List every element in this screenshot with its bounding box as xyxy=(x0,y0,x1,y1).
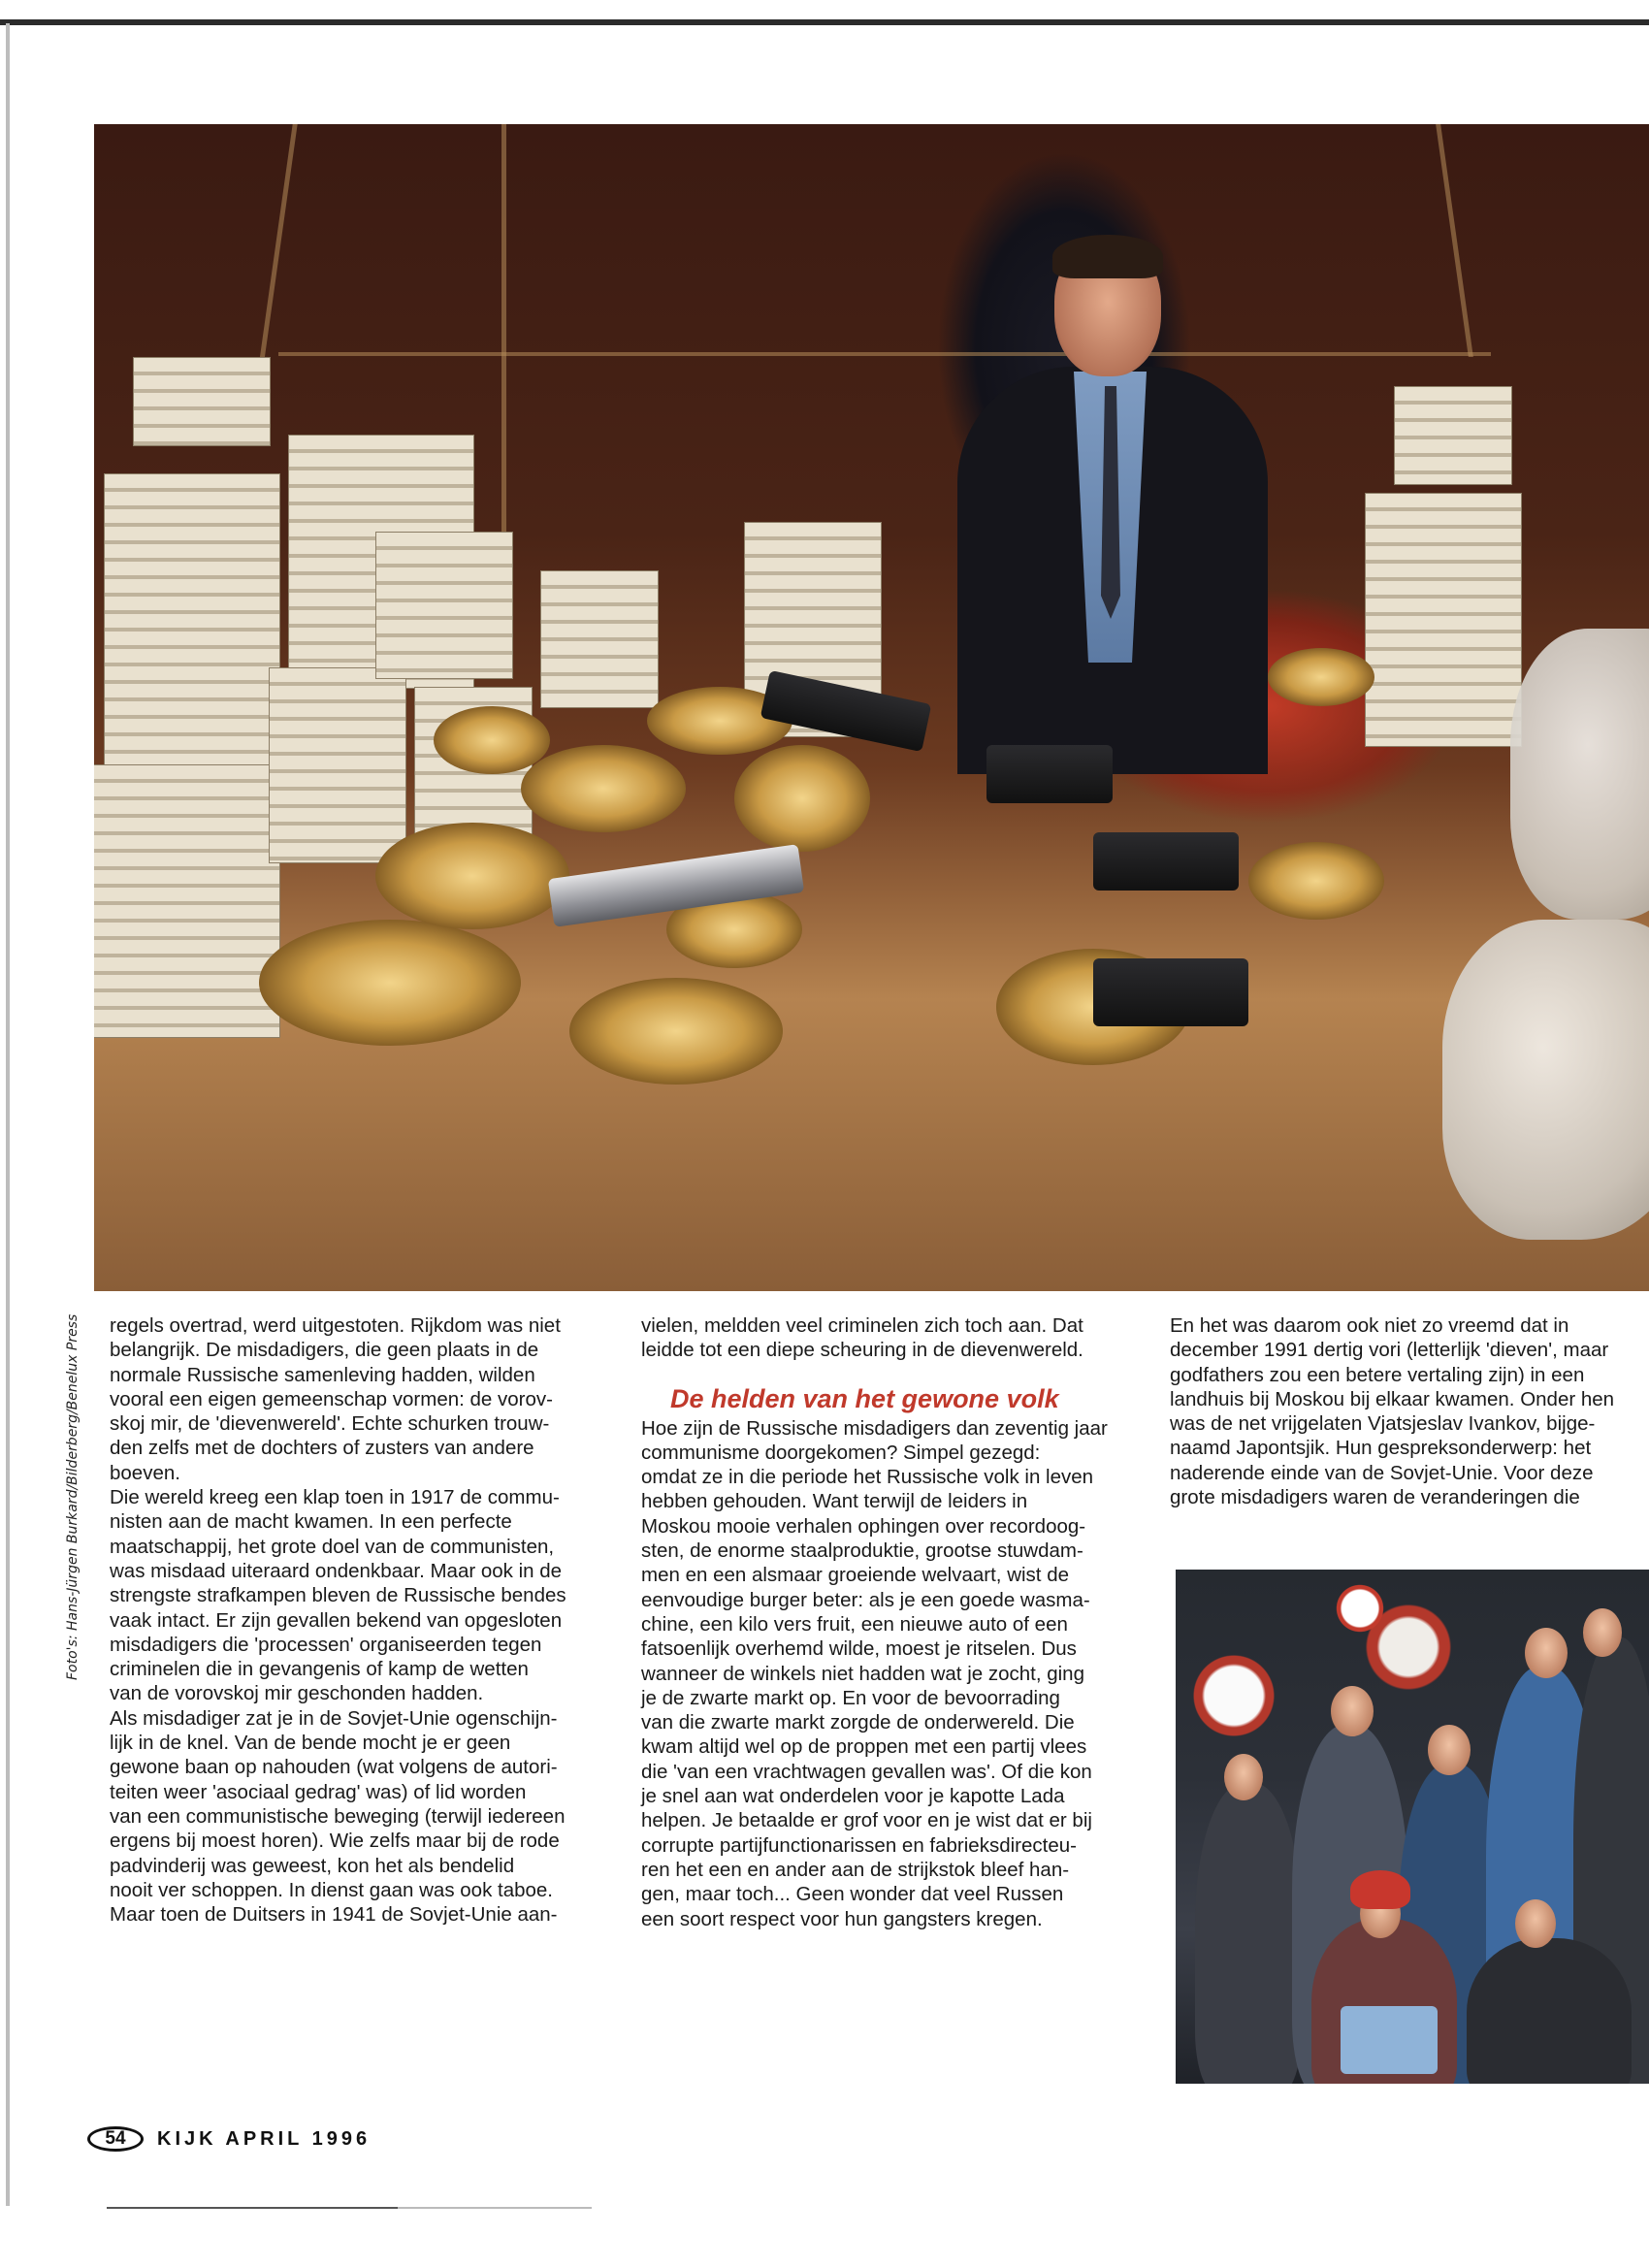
banknote-stack xyxy=(375,532,513,679)
banknote-stack xyxy=(133,357,271,446)
wall-panel-line xyxy=(1436,124,1473,357)
package xyxy=(1341,2006,1438,2074)
text-line: fatsoenlijk overhemd wilde, moest je ritselen. Dus xyxy=(641,1637,1077,1661)
text-line: sten, de enorme staalproduktie, grootse stuwdam- xyxy=(641,1539,1083,1563)
text-line: was de net vrijgelaten Vjatsjeslav Ivankov, bijge- xyxy=(1170,1412,1596,1436)
text-line: die 'van een vrachtwagen gevallen was'. Of die kon xyxy=(641,1760,1092,1783)
text-line: En het was daarom ook niet zo vreemd dat in xyxy=(1170,1314,1569,1337)
man-hair xyxy=(1052,235,1163,278)
text-line: van de vorovskoj mir geschonden hadden. xyxy=(110,1682,484,1705)
footer-rule xyxy=(107,2207,592,2209)
paragraph xyxy=(641,1313,1126,1363)
text-line: normale Russische samenleving hadden, wilden xyxy=(110,1363,535,1386)
banknote-stack xyxy=(104,473,280,766)
text-line: padvinderij was geweest, kon het als bendelid xyxy=(110,1854,515,1877)
text-line: Moskou mooie verhalen ophingen over recordoog- xyxy=(641,1514,1086,1538)
text-line: je snel aan wat onderdelen voor je kapotte Lada xyxy=(641,1785,1065,1808)
text-line: was misdaad uiteraard ondenkbaar. Maar ook in de xyxy=(110,1559,563,1582)
text-line: van die zwarte markt zorgde de onderwereld. Die xyxy=(641,1711,1075,1734)
gold-jewelry-pile xyxy=(521,745,686,832)
text-line: leidde tot een diepe scheuring in de dievenwereld. xyxy=(641,1339,1083,1362)
text-line: kwam altijd wel op de proppen met een partij vlees xyxy=(641,1735,1087,1759)
banknote-stack xyxy=(269,667,406,863)
text-line: gen, maar toch... Geen wonder dat veel Russen xyxy=(641,1883,1064,1906)
text-line: ren het een en ander aan de strijkstok bleef han- xyxy=(641,1858,1070,1881)
article-column-1 xyxy=(110,1313,595,1927)
face xyxy=(1428,1725,1471,1775)
text-line: men en een alsmaar groeiende welvaart, wist de xyxy=(641,1564,1069,1587)
text-line: grote misdadigers waren de veranderingen die xyxy=(1170,1486,1580,1509)
text-line: boeven. xyxy=(110,1461,180,1484)
text-line: strengste strafkampen bleven de Russische bendes xyxy=(110,1584,566,1607)
text-line: communisme doorgekomen? Simpel gezegd: xyxy=(641,1441,1041,1464)
text-line: Als misdadiger zat je in de Sovjet-Unie ogenschijn- xyxy=(110,1706,558,1730)
gold-jewelry-pile xyxy=(1268,648,1374,706)
text-line: wanneer de winkels niet hadden wat je zocht, ging xyxy=(641,1662,1084,1685)
face xyxy=(1583,1608,1622,1657)
face xyxy=(1525,1628,1568,1678)
paragraph xyxy=(641,1416,1126,1931)
text-line: nisten aan de macht kwamen. In een perfecte xyxy=(110,1510,512,1534)
page-footer xyxy=(87,2124,371,2154)
text-line: vooral een eigen gemeenschap vormen: de vorov- xyxy=(110,1387,553,1410)
pistol xyxy=(986,745,1113,803)
publication-footer: KIJK APRIL 1996 xyxy=(157,2127,372,2150)
text-line: vaak intact. Er zijn gevallen bekend van opgesloten xyxy=(110,1608,563,1632)
text-line: Hoe zijn de Russische misdadigers dan zeventig jaar xyxy=(641,1416,1108,1440)
pistol xyxy=(1093,832,1239,891)
paragraph xyxy=(1170,1313,1649,1509)
text-line: regels overtrad, werd uitgestoten. Rijkdom was niet xyxy=(110,1314,561,1337)
text-line: corrupte partijfunctionarissen en fabrieksdirecteu- xyxy=(641,1833,1077,1857)
article-column-2 xyxy=(641,1313,1126,1931)
text-line: den zelfs met de dochters of zusters van andere xyxy=(110,1437,534,1460)
text-line: helpen. Je betaalde er grof voor en je wist dat er bij xyxy=(641,1809,1092,1832)
wall-panel-line xyxy=(501,124,506,532)
face xyxy=(1515,1899,1556,1948)
plastic-bag xyxy=(1510,629,1649,920)
text-line: Maar toen de Duitsers in 1941 de Sovjet-Unie aan- xyxy=(110,1903,558,1927)
banknote-stack xyxy=(1394,386,1512,485)
gold-jewelry-pile xyxy=(434,706,550,774)
text-line: skoj mir, de 'dievenwereld'. Echte schurken trouw- xyxy=(110,1412,550,1436)
banknote-stack xyxy=(94,764,280,1038)
gold-jewelry-pile xyxy=(375,823,569,929)
text-line: een soort respect voor hun gangsters kregen. xyxy=(641,1907,1043,1930)
text-line: naderende einde van de Sovjet-Unie. Voor deze xyxy=(1170,1461,1594,1484)
text-line: godfathers zou een betere vertaling zijn) in een xyxy=(1170,1363,1585,1386)
text-line: landhuis bij Moskou bij elkaar kwamen. Onder hen xyxy=(1170,1387,1615,1410)
text-line: gewone baan op nahouden (wat volgens de autori- xyxy=(110,1756,558,1779)
banknote-stack xyxy=(540,570,659,708)
page-left-edge xyxy=(6,23,10,2206)
gold-jewelry-pile xyxy=(734,745,870,852)
text-line: teiten weer 'asociaal gedrag' was) of lid worden xyxy=(110,1780,527,1803)
person xyxy=(1467,1938,1632,2084)
paragraph xyxy=(110,1313,595,1927)
gold-jewelry-pile xyxy=(259,920,521,1046)
pistol xyxy=(1093,958,1248,1026)
main-photo xyxy=(94,124,1649,1291)
text-line: chine, een kilo vers fruit, een nieuwe auto of een xyxy=(641,1612,1068,1636)
text-line: nooit ver schoppen. In dienst gaan was ook taboe. xyxy=(110,1878,554,1901)
person xyxy=(1195,1783,1302,2084)
text-line: criminelen die in gevangenis of kamp de wetten xyxy=(110,1658,529,1681)
headscarf xyxy=(1350,1870,1410,1909)
wall-panel-rail xyxy=(278,352,1491,356)
man-figure xyxy=(957,241,1268,784)
text-line: december 1991 dertig vori (letterlijk 'dieven', maar xyxy=(1170,1339,1609,1362)
text-line: naamd Japontsjik. Hun gespreksonderwerp: het xyxy=(1170,1437,1592,1460)
plastic-bag xyxy=(1442,920,1649,1240)
text-line: eenvoudige burger beter: als je een goede wasma- xyxy=(641,1588,1090,1611)
text-line: belangrijk. De misdadigers, die geen plaats in de xyxy=(110,1339,539,1362)
gold-jewelry-pile xyxy=(569,978,783,1085)
page-number: 54 xyxy=(87,2126,144,2152)
text-line: misdadigers die 'processen' organiseerden tegen xyxy=(110,1633,542,1656)
text-line: maatschappij, het grote doel van de communisten, xyxy=(110,1535,555,1558)
text-line: lijk in de knel. Van de bende mocht je er geen xyxy=(110,1732,511,1755)
crowd-photo xyxy=(1176,1570,1649,2084)
text-line: hebben gehouden. Want terwijl de leiders in xyxy=(641,1490,1028,1513)
text-line: vielen, meldden veel criminelen zich toch aan. Dat xyxy=(641,1314,1083,1337)
section-subheading: De helden van het gewone volk xyxy=(670,1383,1059,1413)
article-column-3 xyxy=(1170,1313,1649,1509)
text-line: ergens bij moest horen). Wie zelfs maar bij de rode xyxy=(110,1830,560,1853)
gold-jewelry-pile xyxy=(1248,842,1384,920)
photo-credit: Foto's: Hans-Jürgen Burkard/Bilderberg/Benelux Press xyxy=(65,1313,81,1680)
page-top-edge xyxy=(0,19,1649,25)
text-line: omdat ze in die periode het Russische volk in leven xyxy=(641,1466,1094,1489)
face xyxy=(1224,1754,1263,1800)
text-line: van een communistische beweging (terwijl iedereen xyxy=(110,1804,566,1828)
face xyxy=(1331,1686,1374,1736)
text-line: je de zwarte markt op. En voor de bevoorrading xyxy=(641,1686,1060,1709)
text-line: Die wereld kreeg een klap toen in 1917 de commu- xyxy=(110,1486,560,1509)
banknote-stack xyxy=(1365,493,1522,747)
